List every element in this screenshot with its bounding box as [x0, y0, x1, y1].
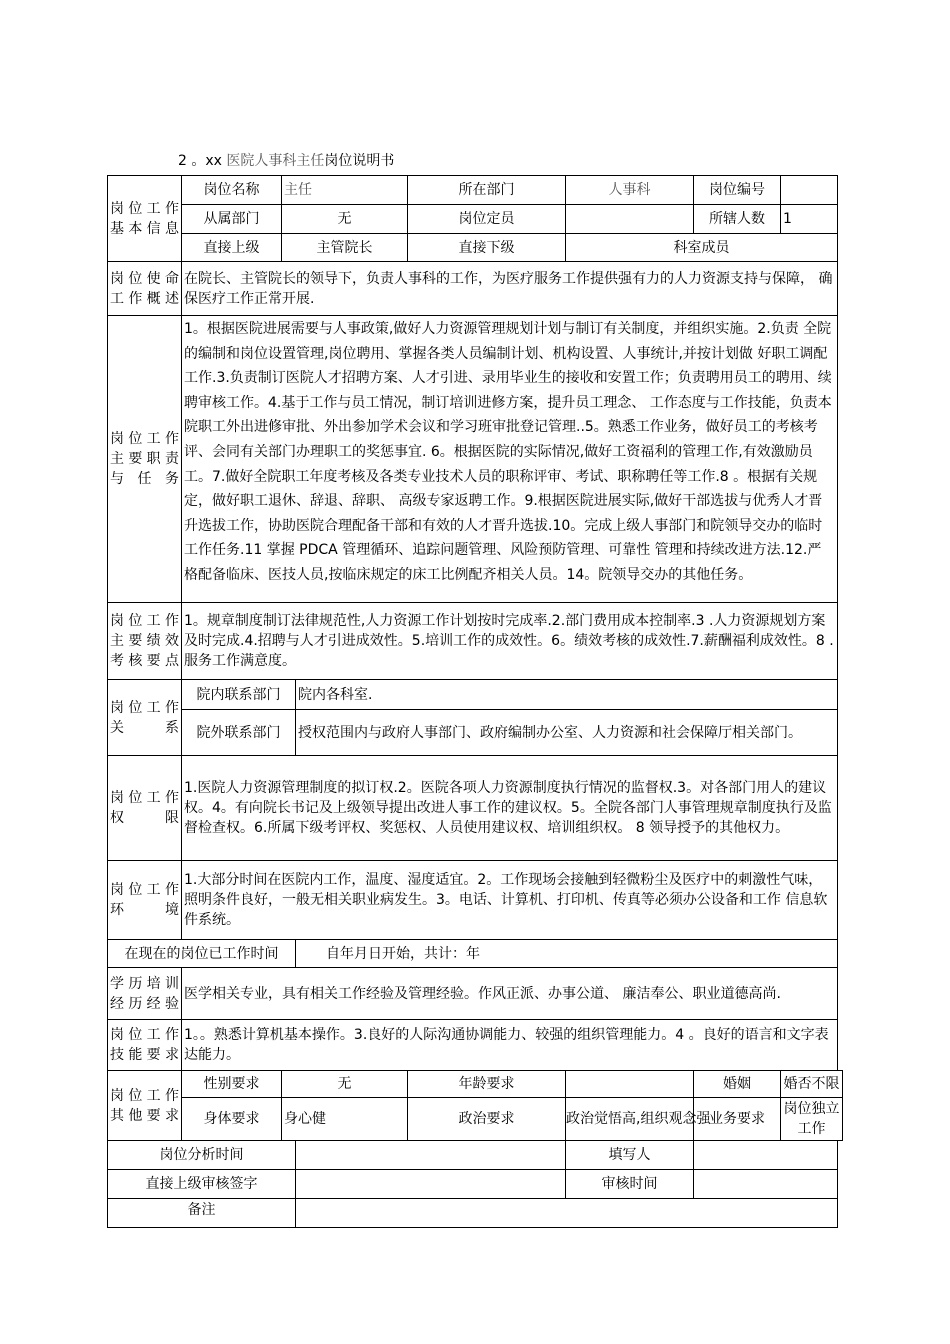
- basic-info-row-3: [108, 234, 843, 262]
- age-value: [566, 1071, 694, 1098]
- gender-label: 性别要求: [182, 1071, 282, 1098]
- environment-heading: 岗位工作环境: [108, 861, 182, 940]
- other-row-2: [108, 1098, 843, 1141]
- authority-text: 1.医院人力资源管理制度的拟订权.2。医院各项人力资源制度执行情况的监督权.3。对各部门用人的建议权。4。有向院长书记及上级领导提出改进人事工作的建议权。5。全院各部门人事管理规章制度执行及监督检查权。6.所属下级考评权、奖惩权、人员使用建议权、培训组织权。 8 领导授予的其他权力。: [182, 756, 838, 861]
- quota-value: [566, 205, 694, 234]
- political-label: 政治要求: [408, 1098, 566, 1141]
- education-text: 医学相关专业，具有相关工作经验及管理经验。作风正派、办事公道、 廉洁奉公、职业道德高尚.: [182, 968, 838, 1020]
- mission-heading: 岗位使命工作概述: [108, 262, 182, 316]
- analysis-time-label: 岗位分析时间: [108, 1141, 296, 1170]
- political-value: 政治觉悟高,组织观念强: [566, 1098, 694, 1141]
- environment-row: [108, 861, 843, 940]
- sign-label: 直接上级审核签字: [108, 1170, 296, 1199]
- remark-value: [296, 1199, 838, 1228]
- analysis-time-value: [296, 1141, 566, 1170]
- filler-value: [694, 1141, 838, 1170]
- belong-label: 从属部门: [182, 205, 282, 234]
- belong-value: 无: [282, 205, 408, 234]
- job-description-table: [107, 175, 843, 1228]
- age-label: 年龄要求: [408, 1071, 566, 1098]
- skills-heading: 岗位工作技能要求: [108, 1020, 182, 1071]
- footer-row-2: [108, 1170, 843, 1199]
- quota-label: 岗位定员: [408, 205, 566, 234]
- post-name-value: 主任: [282, 176, 408, 205]
- review-time-label: 审核时间: [566, 1170, 694, 1199]
- other-row-1: [108, 1071, 843, 1098]
- skills-text: 1。。熟悉计算机基本操作。3.良好的人际沟通协调能力、较强的组织管理能力。4 。良好的语言和文字表达能力。: [182, 1020, 838, 1071]
- remark-label: 备注: [108, 1199, 296, 1228]
- review-time-value: [694, 1170, 838, 1199]
- internal-value: 院内各科室.: [296, 680, 838, 710]
- education-row: [108, 968, 843, 1020]
- duties-text: 1。根据医院进展需要与人事政策,做好人力资源管理规划计划与制订有关制度，并组织实施。2.负责 全院的编制和岗位设置管理,岗位聘用、掌握各类人员编制计划、机构设置、人事统计,并按计划做 好职工调配工作.3.负责制订医院人才招聘方案、人才引进、录用毕业生的接收和安置工作；负责聘用员工的聘用、续聘审核工作。4.基于工作与员工情况，制订培训进修方案，提升员工理念、 工作态度与工作技能，负责本院职工外出进修审批、外出参加学术会议和学习班审批登记管理..5。熟悉工作业务，做好员工的考核考评、会同有关部门办理职工的奖惩事宜. 6。根据医院的实际情况,做好工资福利的管理工作,有效激励员工。7.做好全院职工年度考核及各类专业技术人员的职称评审、考试、职称聘任等工作.8 。根据有关规定，做好职工退休、辞退、辞职、 高级专家返聘工作。9.根据医院进展实际,做好干部选拔与优秀人才晋升选拔工作，协助医院合理配备干部和有效的人才晋升选拔.10。完成上级人事部门和院领导交办的临时工作任务.11 掌握 PDCA 管理循环、追踪问题管理、风险预防管理、可靠性 管理和持续改进方法.12.严格配备临床、医技人员,按临床规定的床工比例配齐相关人员。14。院领导交办的其他任务。: [184, 321, 832, 583]
- filler-label: 填写人: [566, 1141, 694, 1170]
- mission-text: 在院长、主管院长的领导下，负责人事科的工作，为医疗服务工作提供强有力的人力资源支持与保障， 确保医疗工作正常开展.: [182, 262, 838, 316]
- duties-heading: 岗位工作主要职责与任务: [108, 316, 182, 603]
- duties-cell: [182, 316, 838, 603]
- subordinates-value: 1: [781, 205, 838, 234]
- kpi-row: [108, 603, 843, 680]
- post-no-label: 岗位编号: [694, 176, 781, 205]
- superior-value: 主管院长: [282, 234, 408, 262]
- basic-info-row-2: [108, 205, 843, 234]
- external-value: 授权范围内与政府人事部门、政府编制办公室、人力资源和社会保障厅相关部门。: [296, 710, 838, 756]
- business-label: 业务要求: [694, 1098, 781, 1141]
- basic-info-heading: 岗位工作基本信息: [108, 176, 182, 262]
- tenure-row: [108, 940, 843, 968]
- gender-value: 无: [282, 1071, 408, 1098]
- health-value: 身心健: [282, 1098, 408, 1141]
- superior-label: 直接上级: [182, 234, 282, 262]
- business-value: 岗位独立工作: [781, 1098, 843, 1141]
- authority-row: [108, 756, 843, 861]
- dept-label: 所在部门: [408, 176, 566, 205]
- marriage-label: 婚姻: [694, 1071, 781, 1098]
- health-label: 身体要求: [182, 1098, 282, 1141]
- other-heading: 岗位工作其他要求: [108, 1071, 182, 1141]
- relations-row-internal: [108, 680, 843, 710]
- kpi-heading: 岗位工作主要绩效考核要点: [108, 603, 182, 680]
- marriage-value: 婚否不限: [781, 1071, 843, 1098]
- dept-value: 人事科: [566, 176, 694, 205]
- basic-info-row-1: [108, 176, 843, 205]
- relations-row-external: [108, 710, 843, 756]
- footer-row-3: [108, 1199, 843, 1228]
- footer-row-1: [108, 1141, 843, 1170]
- authority-heading: 岗位工作权限: [108, 756, 182, 861]
- subordinates-label: 所辖人数: [694, 205, 781, 234]
- internal-label: 院内联系部门: [182, 680, 296, 710]
- subordinate-label: 直接下级: [408, 234, 566, 262]
- relations-heading: 岗位工作关系: [108, 680, 182, 756]
- kpi-text: 1。规章制度制订法律规范性,人力资源工作计划按时完成率.2.部门费用成本控制率.3 .人力资源规划方案及时完成.4.招聘与人才引进成效性。5.培训工作的成效性。6。绩效考核的成效性.7.薪酬福利成效性。8 .服务工作满意度。: [182, 603, 838, 680]
- sign-value: [296, 1170, 566, 1199]
- mission-row: [108, 262, 843, 316]
- environment-text: 1.大部分时间在医院内工作，温度、湿度适宜。2。工作现场会接触到轻微粉尘及医疗中的刺激性气味，照明条件良好，一般无相关职业病发生。3。电话、计算机、打印机、传真等必须办公设备和工作 信息软件系统。: [182, 861, 838, 940]
- title-suffix: 岗位说明书: [324, 153, 395, 169]
- tenure-label: 在现在的岗位已工作时间: [108, 940, 296, 968]
- skills-row: [108, 1020, 843, 1071]
- duties-row: [108, 316, 843, 603]
- title-prefix: 2 。xx: [178, 153, 227, 169]
- subordinate-value: 科室成员: [566, 234, 838, 262]
- title-org: 医院人事科主任: [226, 153, 325, 169]
- external-label: 院外联系部门: [182, 710, 296, 756]
- tenure-value: 自年月日开始，共计：年: [296, 940, 838, 968]
- document-title: [178, 151, 394, 171]
- post-no-value: [781, 176, 838, 205]
- education-heading: 学历培训经历经验: [108, 968, 182, 1020]
- post-name-label: 岗位名称: [182, 176, 282, 205]
